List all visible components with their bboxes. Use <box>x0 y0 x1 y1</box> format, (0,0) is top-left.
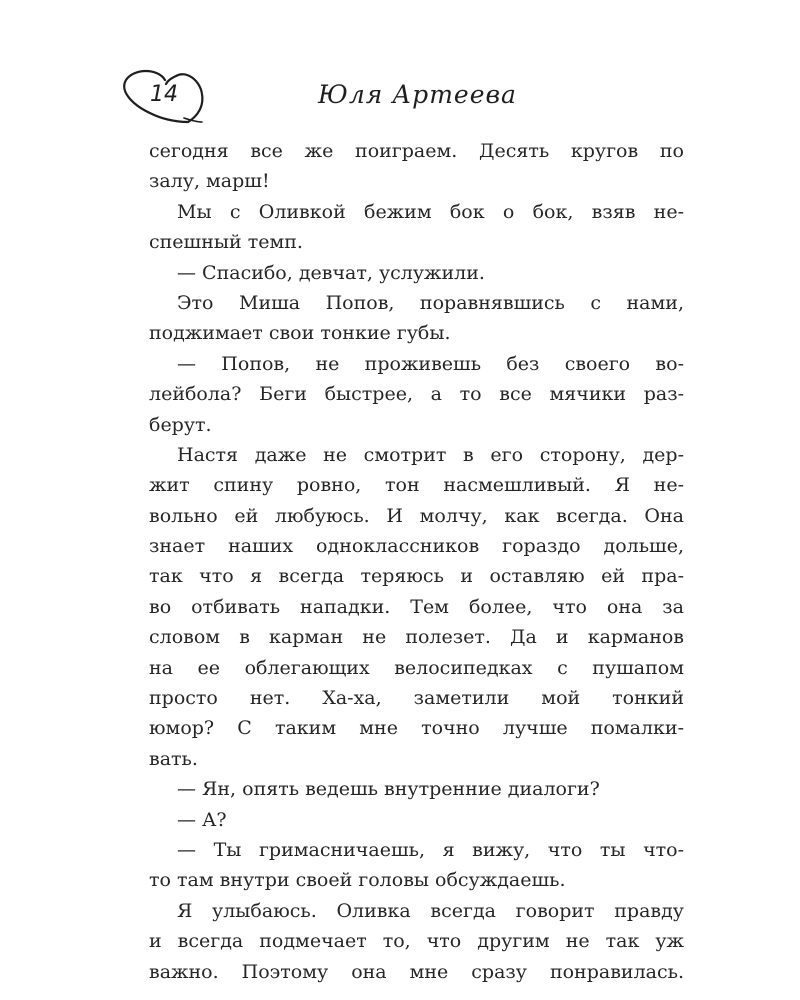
text-line: важно. Поэтому она мне сразу понравилась. <box>149 960 684 983</box>
text-line: лейбола? Беги быстрее, а то все мячики раз- <box>149 383 684 406</box>
text-line: вать. <box>149 747 198 770</box>
body-text <box>149 136 684 987</box>
text-line: — Попов, не проживешь без своего во- <box>177 352 684 375</box>
text-line: поджимает свои тонкие губы. <box>149 322 451 345</box>
text-line: жит спину ровно, тон насмешливый. Я не- <box>149 474 684 497</box>
page-number: 14 <box>150 82 178 107</box>
text-line: — Спасибо, девчат, услужили. <box>177 261 485 284</box>
text-line: Мы с Оливкой бежим бок о бок, взяв не- <box>177 200 684 223</box>
page-header <box>0 0 800 130</box>
text-line: Я улыбаюсь. Оливка всегда говорит правду <box>177 899 684 922</box>
text-line: Настя даже не смотрит в его сторону, дер- <box>177 443 684 466</box>
text-line: и всегда подмечает то, что другим не так уж <box>149 930 684 953</box>
text-line: — Ян, опять ведешь внутренние диалоги? <box>177 778 600 801</box>
text-line: так что я всегда теряюсь и оставляю ей пра- <box>149 565 684 588</box>
text-line: юмор? С таким мне точно лучше помалки- <box>149 717 684 740</box>
text-line: — Ты гримасничаешь, я вижу, что ты что- <box>177 838 684 861</box>
text-line: спешный темп. <box>149 231 303 254</box>
text-line: словом в карман не полезет. Да и карманов <box>149 626 684 649</box>
text-line: — А? <box>177 808 227 831</box>
text-line: во отбивать нападки. Тем более, что она за <box>149 595 684 618</box>
text-line: залу, марш! <box>149 170 270 193</box>
text-line: Это Миша Попов, поравнявшись с нами, <box>177 291 684 314</box>
text-line: знает наших одноклассников гораздо дольше, <box>149 535 684 558</box>
text-line: просто нет. Ха-ха, заметили мой тонкий <box>149 687 684 710</box>
text-line: сегодня все же поиграем. Десять кругов по <box>149 140 684 162</box>
author-running-head: Юля Артеева <box>318 80 517 109</box>
text-line: то там внутри своей головы обсуждаешь. <box>149 869 566 892</box>
text-line: на ее облегающих велосипедках с пушапом <box>149 656 684 679</box>
text-line: вольно ей любуюсь. И молчу, как всегда. Она <box>149 504 684 527</box>
text-line: берут. <box>149 413 212 436</box>
